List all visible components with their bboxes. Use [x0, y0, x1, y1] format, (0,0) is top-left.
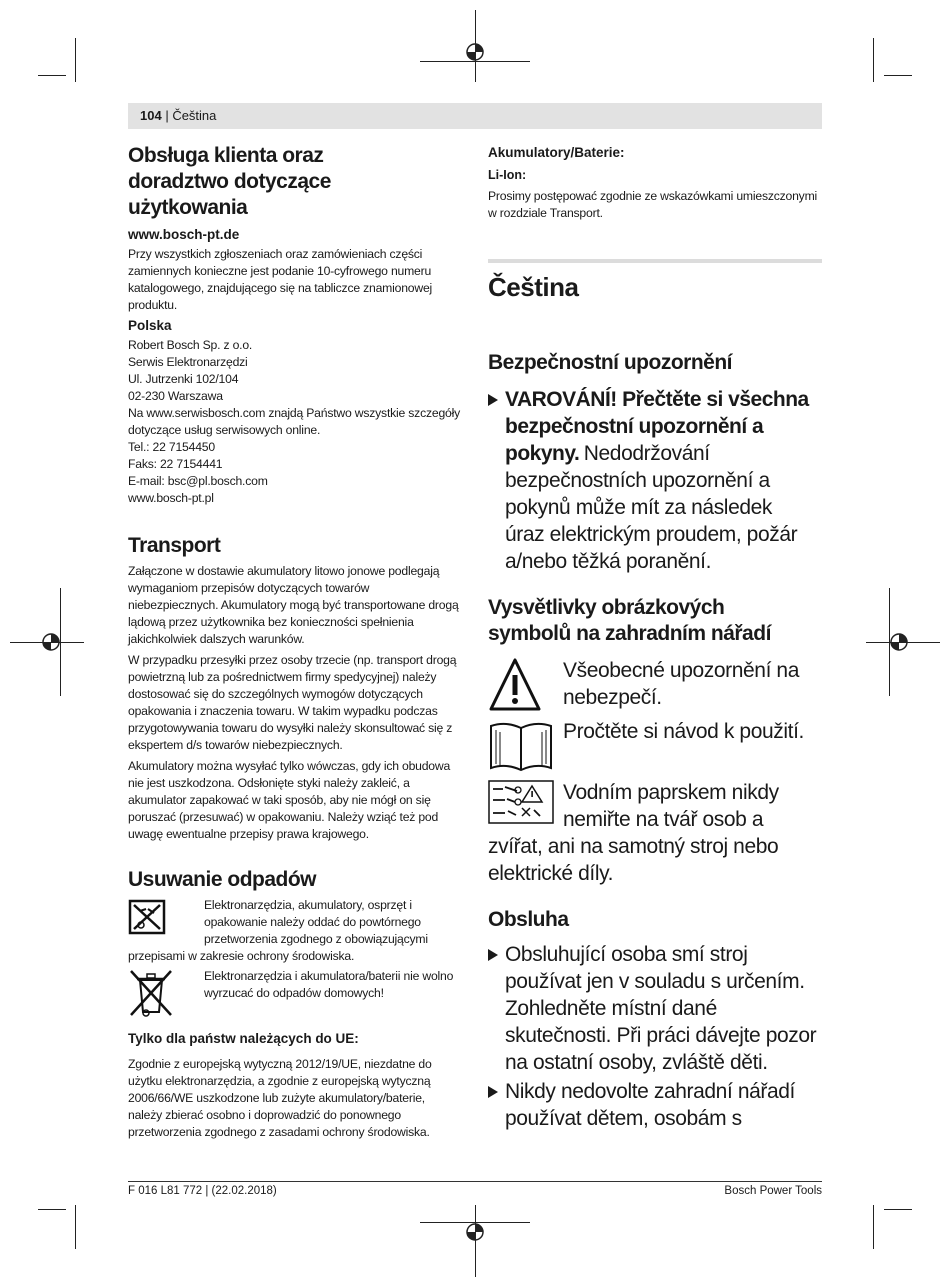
address-line: Na www.serwisbosch.com znajdą Państwo wszystkie szczegóły dotyczące usług serwisowych online. — [128, 406, 461, 437]
service-text: Przy wszystkich zgłoszeniach oraz zamówieniach części zamiennych konieczne jest podanie 10-cyfrowego numeru katalogowego, znajdującego się na tabliczce znamionowej produktu. — [128, 247, 433, 312]
water-jet-warning-icon — [488, 780, 554, 824]
address-line: 02-230 Warszawa — [128, 389, 223, 403]
footer-brand: Bosch Power Tools — [724, 1185, 822, 1197]
eu-text: Zgodnie z europejską wytyczną 2012/19/UE, niezdatne do użytku elektronarzędzia, a zgodnie z europejską wytyczną 2006/66/WE uszkodzone lub zużyte akumulatory/baterie, należy zbierać osobno i doprowadzić do ponownego przetworzenia zgodnego z zasadami ochrony środowiska. — [128, 1057, 432, 1139]
registration-mark-icon — [41, 632, 61, 652]
crop-mark — [873, 38, 874, 82]
symbols-heading: Vysvětlivky obrázkových symbolů na zahradním nářadí — [488, 596, 771, 645]
service-heading: Obsługa klienta oraz doradztwo dotyczące użytkowania — [128, 144, 331, 219]
transport-heading: Transport — [128, 534, 221, 557]
disposal-row-recycle — [128, 897, 460, 965]
warning-triangle-icon — [488, 657, 542, 713]
language-heading: Čeština — [488, 272, 579, 302]
page-footer — [128, 1181, 822, 1197]
transport-paragraph: W przypadku przesyłki przez osoby trzecie (np. transport drogą powietrzną lub za pośrednictwem firmy spedycyjnej) należy dostosować się do szczególnych wymogów dotyczących opakowania i znaczenia towaru. W takim wypadku podczas przygotowywania towaru do wysyłki należy skonsultować się z ekspertem d/s towarów niebezpiecznych. — [128, 653, 457, 752]
eu-heading: Tylko dla państw należących do UE: — [128, 1031, 359, 1046]
transport-paragraph: Załączone w dostawie akumulatory litowo jonowe podlegają wymaganiom przepisów dotyczących towarów niebezpiecznych. Akumulatory mogą być transportowane drogą lądową przez użytkownika bez konieczności spełnienia jakichkolwiek dalszych warunków. — [128, 564, 459, 646]
right-column — [488, 143, 822, 1132]
symbol-1-text: Všeobecné upozornění na nebezpečí. — [563, 659, 799, 709]
crop-mark — [75, 1205, 76, 1249]
address-line: E-mail: bsc@pl.bosch.com — [128, 474, 268, 488]
bullet-triangle-icon — [488, 1086, 498, 1098]
service-url: www.bosch-pt.de — [128, 227, 240, 242]
warning-bold: VAROVÁNÍ! Přečtěte si všechna bezpečnostní upozornění a pokyny. — [505, 388, 809, 465]
symbol-row-manual — [488, 718, 822, 776]
symbol-row-water — [488, 779, 822, 887]
registration-mark-icon — [889, 632, 909, 652]
symbol-2-text: Pročtěte si návod k použití. — [563, 720, 804, 743]
recycling-symbol-icon — [128, 899, 166, 935]
liion-text: Prosimy postępować zgodnie ze wskazówkami umieszczonymi w rozdziale Transport. — [488, 189, 818, 220]
liion-label: Li-Ion: — [488, 168, 527, 182]
registration-mark-icon — [465, 1222, 485, 1242]
bullet-triangle-icon — [488, 949, 498, 961]
symbol-3-text: Vodním paprskem nikdy nemiřte na tvář osob a zvířat, ani na samotný stroj nebo elektrické díly. — [488, 781, 779, 885]
section-divider — [488, 259, 822, 263]
operation-heading: Obsluha — [488, 908, 569, 931]
header-section: Čeština — [172, 108, 217, 123]
registration-mark-icon — [465, 42, 485, 62]
operation-bullet-1: Obsluhující osoba smí stroj používat jen v souladu s určením. Zohledněte místní dané skutečnosti. Při práci dávejte pozor na ostatní osoby, zvláště děti. — [505, 943, 817, 1074]
page-header — [128, 103, 822, 129]
battery-heading: Akumulatory/Baterie: — [488, 145, 625, 160]
address-line: Faks: 22 7154441 — [128, 457, 223, 471]
address-block — [128, 337, 460, 507]
operation-bullet — [488, 941, 822, 1076]
address-line: Serwis Elektronarzędzi — [128, 355, 248, 369]
page-number: 104 — [140, 108, 162, 123]
symbol-row-warning — [488, 657, 822, 717]
warning-text: Nedodržování bezpečnostních upozornění a pokynů může mít za následek úraz elektrickým proudem, požár a/nebo těžká poranění. — [505, 442, 798, 573]
warning-bullet — [488, 386, 822, 575]
disposal-text-1: Elektronarzędzia, akumulatory, osprzęt i opakowanie należy oddać do powtórnego przetworzenia zgodnego z obowiązującymi przepisami w zakresie ochrony środowiska. — [128, 898, 428, 963]
country-label: Polska — [128, 318, 172, 333]
crossed-bin-icon — [128, 968, 174, 1018]
disposal-heading: Usuwanie odpadów — [128, 868, 317, 891]
disposal-text-2: Elektronarzędzia i akumulatora/baterii nie wolno wyrzucać do odpadów domowych! — [204, 969, 454, 1000]
transport-paragraph: Akumulatory można wysyłać tylko wówczas, gdy ich obudowa nie jest uszkodzona. Odsłonięte styki należy zakleić, a akumulator zapakować w taki sposób, aby nie mógł on się poruszać (przesuwać) w opakowaniu. Należy wziąć też pod uwagę ewentualne przepisy prawa krajowego. — [128, 759, 451, 841]
safety-heading: Bezpečnostní upozornění — [488, 351, 733, 374]
footer-doc-code: F 016 L81 772 | (22.02.2018) — [128, 1185, 277, 1197]
crop-mark — [75, 38, 76, 82]
address-line: Ul. Jutrzenki 102/104 — [128, 372, 239, 386]
open-book-icon — [488, 718, 554, 774]
operation-bullet-2: Nikdy nedovolte zahradní nářadí používat dětem, osobám s — [505, 1080, 795, 1130]
header-text: 104 | Čeština — [140, 108, 217, 123]
disposal-row-bin — [128, 968, 460, 1002]
crop-mark — [38, 1209, 66, 1210]
address-line: Robert Bosch Sp. z o.o. — [128, 338, 253, 352]
crop-mark — [873, 1205, 874, 1249]
crop-mark — [884, 75, 912, 76]
bullet-triangle-icon — [488, 394, 498, 406]
address-line: www.bosch-pt.pl — [128, 491, 214, 505]
left-column — [128, 143, 460, 1141]
crop-mark — [884, 1209, 912, 1210]
operation-bullet — [488, 1078, 822, 1132]
address-line: Tel.: 22 7154450 — [128, 440, 215, 454]
crop-mark — [38, 75, 66, 76]
